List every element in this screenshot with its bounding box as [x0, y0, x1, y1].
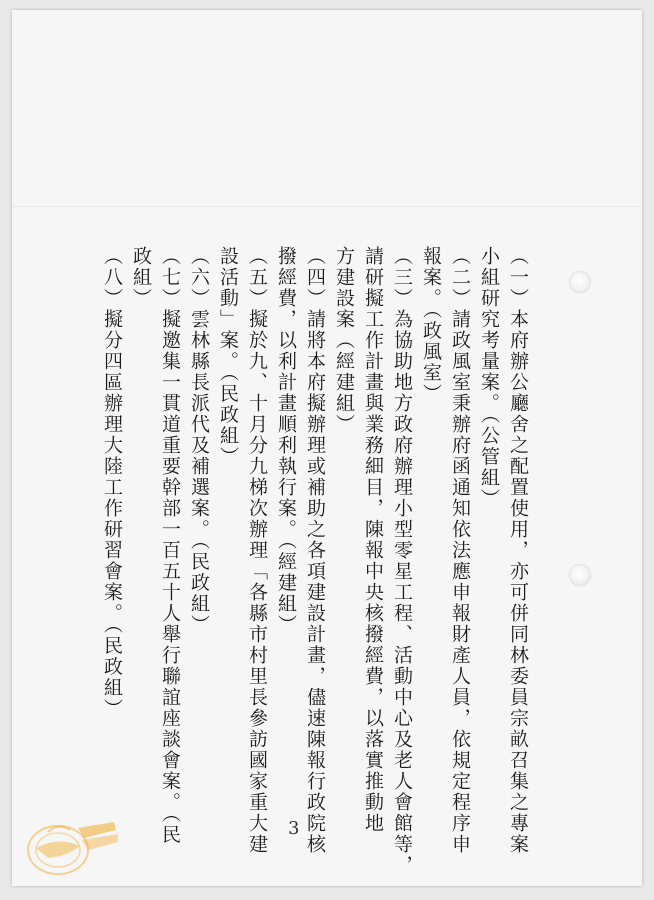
text-line-12: （六）雲林縣長派代及補選案。（民政組） — [188, 246, 210, 636]
page-crease — [12, 206, 642, 207]
text-line-15: （八）擬分四區辦理大陸工作研習會案。（民政組） — [101, 246, 123, 720]
archive-logo-icon — [18, 808, 128, 882]
punch-hole-top — [570, 272, 590, 292]
text-line-11: 設活動」案。（民政組） — [217, 246, 239, 468]
text-line-4: 報案。（政風室） — [420, 246, 442, 405]
text-line-8: （四）請將本府擬辦理或補助之各項建設計畫，儘速陳報行政院核 — [304, 246, 326, 855]
text-line-3: （二）請政風室秉辦府函通知依法應申報財產人員，依規定程序申 — [449, 246, 471, 855]
page-number: 3 — [288, 818, 300, 839]
text-line-9: 撥經費，以利計畫順利執行案。（經建組） — [275, 246, 297, 636]
text-line-13: （七）擬邀集一貫道重要幹部一百五十人舉行聯誼座談會案。（民 — [159, 246, 181, 846]
text-line-1: （一）本府辦公廳舍之配置使用，亦可併同林委員宗畝召集之專案 — [507, 246, 529, 855]
punch-hole-bottom — [570, 565, 590, 585]
text-line-14: 政組） — [130, 246, 152, 309]
document-page — [12, 10, 642, 886]
text-line-10: （五）擬於九、十月分九梯次辦理「各縣市村里長參訪國家重大建 — [246, 246, 268, 855]
text-line-2: 小組研究考量案。（公管組） — [478, 246, 500, 510]
text-line-6: 請研擬工作計畫與業務細目，陳報中央核撥經費，以落實推動地 — [362, 246, 384, 834]
text-line-5: （三）為協助地方政府辦理小型零星工程、活動中心及老人會館等， — [391, 246, 413, 876]
text-line-7: 方建設案（經建組） — [333, 246, 355, 435]
